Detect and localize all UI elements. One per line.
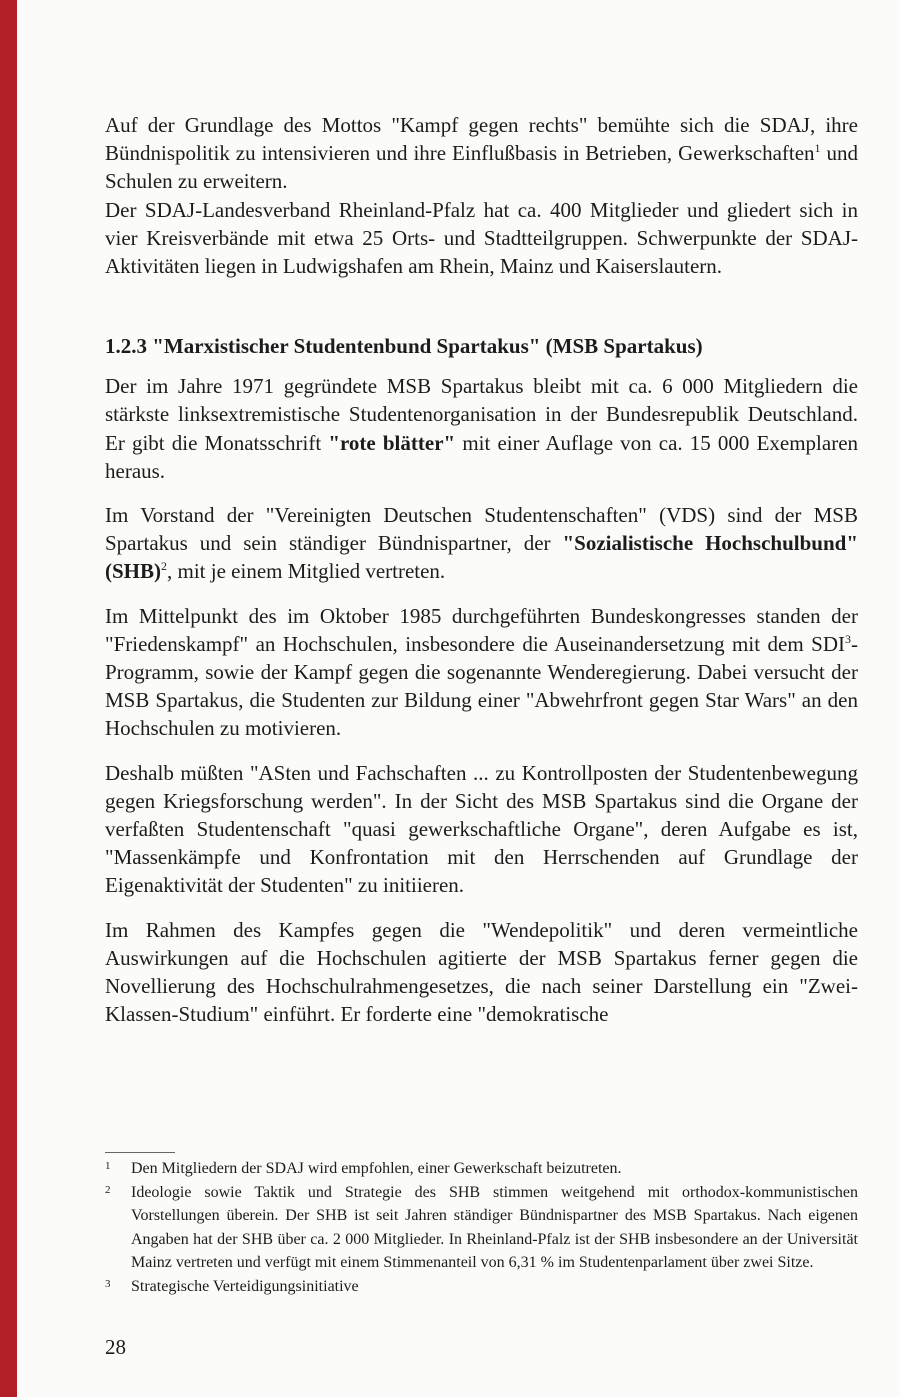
publication-title: "rote blätter" [328, 430, 456, 455]
page-body [105, 111, 858, 1028]
paragraph-4 [105, 501, 858, 586]
footnote-text: Ideologie sowie Taktik und Strategie des SHB stimmen weitgehend mit orthodox-kommunistischen Vorstellungen überein. Der SHB ist seit Jahren ständiger Bündnispartner des MSB Spartakus. Nach eigenen Angaben hat der SHB über ca. 2 000 Mitglieder. In Rheinland-Pfalz ist der SHB insbesondere an der Universität Mainz vertreten und verfügt mit einem Stimmenanteil von 6,31 % im Studentenparlament über zwei Sitze. [131, 1183, 858, 1272]
organization-name: "Sozialistische Hochschulbund" (SHB) [105, 531, 858, 584]
paragraph-1-end: und Schulen zu erweitern. [105, 141, 858, 194]
paragraph-1-text: Auf der Grundlage des Mottos "Kampf gegen rechts" bemühte sich die SDAJ, ihre Bündnispolitik zu intensivieren und ihre Einflußbasis in Betrieben, Gewerkschaften [105, 113, 858, 166]
paragraph-7: Im Rahmen des Kampfes gegen die "Wendepolitik" und deren vermeintliche Auswirkungen auf die Hochschulen agitierte der MSB Spartakus ferner gegen die Novellierung des Hochschulrahmengesetzes, die nach seiner Darstellung ein "Zwei-Klassen-Studium" einführt. Er forderte eine "demokratische [105, 917, 858, 1027]
footnote-ref-1: 1 [814, 141, 821, 156]
footnote-3 [105, 1275, 858, 1299]
paragraph-5-text: Im Mittelpunkt des im Oktober 1985 durchgeführten Bundeskongresses standen der "Friedenskampf" an Hochschulen, insbesondere die Auseinandersetzung mit dem SDI [105, 603, 858, 656]
paragraph-3 [105, 372, 858, 485]
paragraph-2: Der SDAJ-Landesverband Rheinland-Pfalz hat ca. 400 Mitglieder und gliedert sich in vier Kreisverbände mit etwa 25 Orts- und Stadtteilgruppen. Schwerpunkte der SDAJ-Aktivitäten liegen in Ludwigshafen am Rhein, Mainz und Kaiserslautern. [105, 197, 858, 279]
paragraph-5 [105, 602, 858, 743]
paragraph-3-text: Der im Jahre 1971 gegründete MSB Spartakus bleibt mit ca. 6 000 Mitgliedern die stärkste linksextremistische Studentenorganisation in der Bundesrepublik Deutschland. Er gibt die Monatsschrift [105, 374, 858, 455]
footnote-ref-2: 2 [161, 559, 168, 574]
paragraph-4-text: Im Vorstand der "Vereinigten Deutschen Studentenschaften" (VDS) sind der MSB Spartakus und sein ständiger Bündnispartner, der [105, 503, 858, 556]
footnote-text: Den Mitgliedern der SDAJ wird empfohlen, einer Gewerkschaft beizutreten. [131, 1160, 622, 1177]
page-edge-bar [0, 0, 17, 1397]
footnote-1 [105, 1157, 858, 1181]
paragraph-4-end: , mit je einem Mitglied vertreten. [167, 559, 446, 584]
footnotes [105, 1157, 858, 1299]
page-number: 28 [105, 1335, 126, 1359]
footnote-text: Strategische Verteidigungsinitiative [131, 1277, 359, 1295]
footnote-number: 2 [105, 1183, 111, 1196]
paragraph-3-end: mit einer Auflage von ca. 15 000 Exemplaren heraus. [105, 430, 859, 483]
section-heading: 1.2.3 "Marxistischer Studentenbund Spartakus" (MSB Spartakus) [105, 334, 703, 359]
paragraph-5-end: -Programm, sowie der Kampf gegen die sogenannte Wenderegierung. Dabei versucht der MSB Spartakus, die Studenten zur Bildung einer "Abwehrfront gegen Star Wars" an den Hochschulen zu motivieren. [105, 631, 858, 741]
paragraph-6: Deshalb müßten "ASten und Fachschaften ... zu Kontrollposten der Studentenbewegung gegen Kriegsforschung werden". In der Sicht des MSB Spartakus sind die Organe der verfaßten Studentenschaft "quasi gewerkschaftliche Organe", deren Aufgabe es ist, "Massenkämpfe und Konfrontation mit den Herrschenden auf Grundlage der Eigenaktivität der Studenten" zu initiieren. [105, 760, 858, 898]
footnote-2 [105, 1181, 858, 1275]
footnote-ref-3: 3 [845, 631, 851, 646]
footnote-separator [105, 1152, 175, 1153]
footnote-number: 3 [105, 1277, 111, 1290]
paragraph-1 [105, 111, 858, 196]
footnote-number: 1 [105, 1160, 111, 1172]
